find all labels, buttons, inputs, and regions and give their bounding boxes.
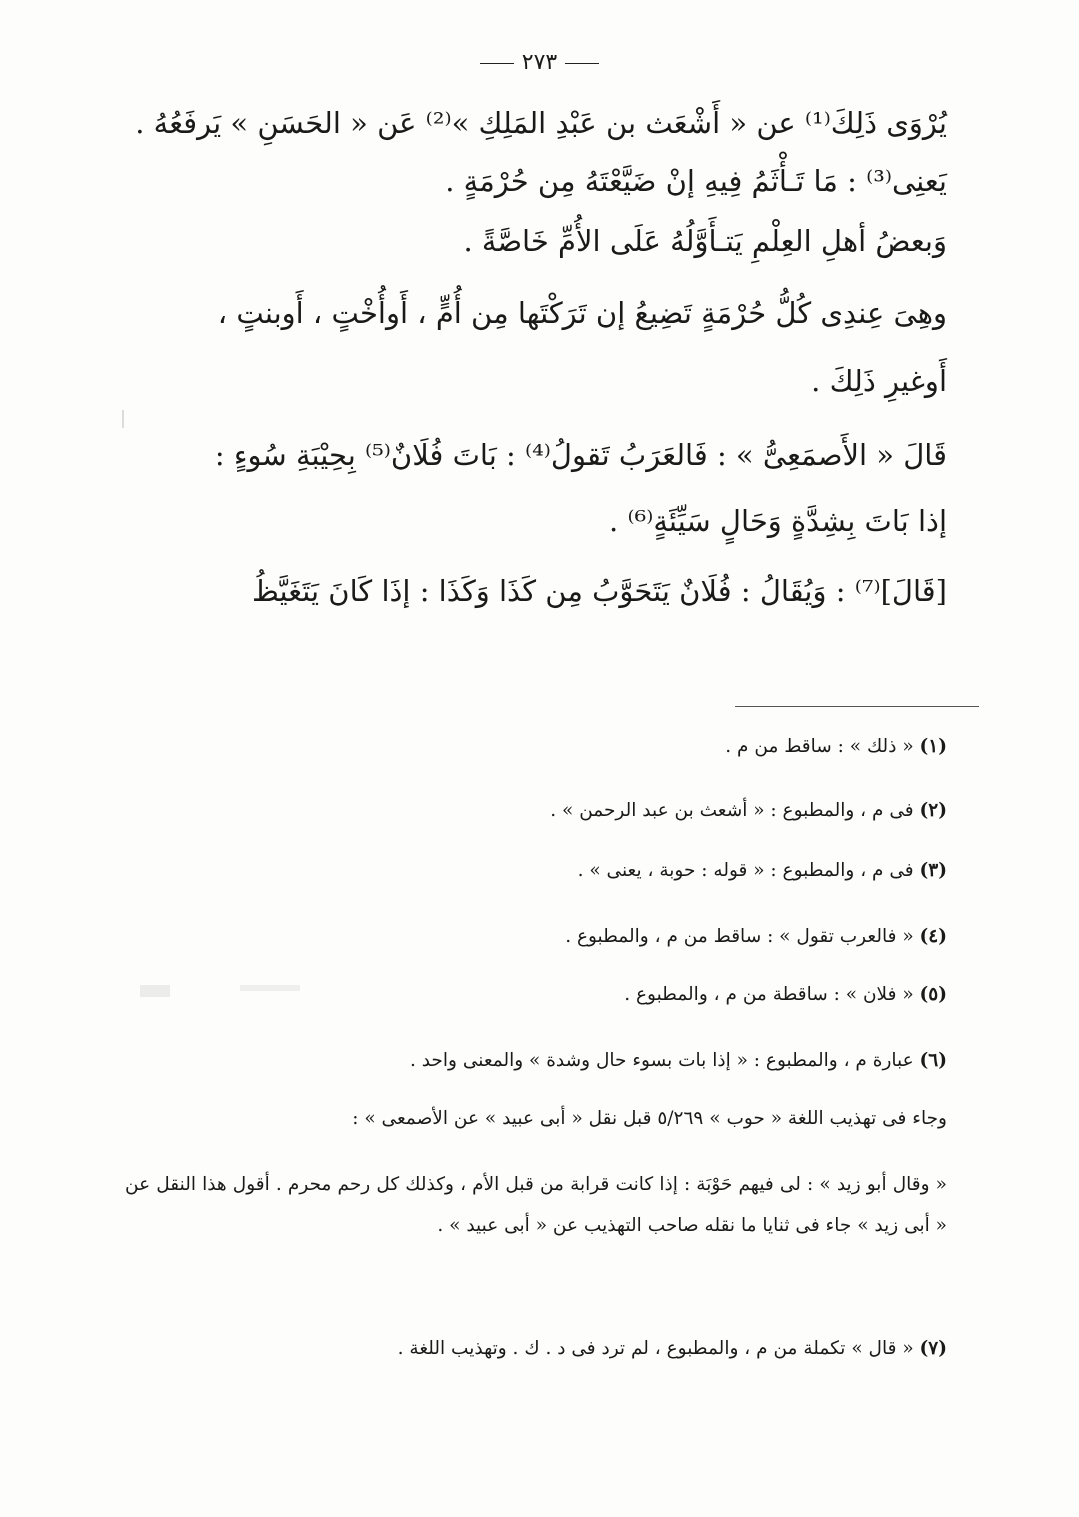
footnote-separator xyxy=(735,706,979,707)
page-number xyxy=(0,50,1079,75)
footnote-6 xyxy=(410,1050,947,1072)
page-number-dash-left xyxy=(565,63,599,64)
footnote-4 xyxy=(565,926,947,948)
footnote-2 xyxy=(550,800,947,822)
main-line-4: وهِىَ عِندِى كُلُّ حُرْمَةٍ تَضِيعُ إن تَرَكْتَها مِن أُمٍّ ، أَوأُخْتٍ ، أَوبنتٍ ، xyxy=(217,296,947,330)
footnote-number: (٤) xyxy=(919,926,947,947)
footnote-text: « ذلك » : ساقط من م . xyxy=(725,736,914,757)
main-line-1: يُرْوَى ذَلِكَ⁽¹⁾ عن « أَشْعَث بن عَبْدِ المَلِكِ »⁽²⁾ عَن « الحَسَنِ » يَرفَعُهُ . xyxy=(135,106,947,140)
footnote-1 xyxy=(725,736,947,758)
footnote-number: (١) xyxy=(919,736,947,757)
footnote-text: « قال » تكملة من م ، والمطبوع ، لم ترد فى د . ك . وتهذيب اللغة . xyxy=(397,1338,914,1359)
footnote-number: (٣) xyxy=(919,860,947,881)
footnote-6-continuation-1: وجاء فى تهذيب اللغة « حوب » ٥/٢٦٩ قبل نقل « أبى عبيد » عن الأصمعى » : xyxy=(352,1108,947,1129)
footnote-number: (٢) xyxy=(919,800,947,821)
footnote-6-continuation-2: « وقال أبو زيد » : لى فيهم حَوْبَة : إذا كانت قرابة من قبل الأم ، وكذلك كل رحم محرم . أقول هذا النقل عن « أبى زيد » جاء فى ثنايا ما نقله صاحب التهذيب عن « أبى عبيد » . xyxy=(125,1174,947,1236)
footnote-text: فى م ، والمطبوع : « قوله : حوبة ، يعنى » . xyxy=(577,860,914,881)
main-line-5: أَوغيرِ ذَلِكَ . xyxy=(811,364,947,398)
footnote-number: (٧) xyxy=(919,1338,947,1359)
page-number-dash-right xyxy=(480,63,514,64)
footnote-text: « فلان » : ساقطة من م ، والمطبوع . xyxy=(624,984,914,1005)
footnote-3 xyxy=(578,860,947,882)
main-line-6: قَالَ « الأَصمَعِىُّ » : فَالعَرَبُ تَقولُ⁽⁴⁾ : بَاتَ فُلَانٌ⁽⁵⁾ بِحِيْبَةِ سُوءٍ : xyxy=(214,438,947,472)
footnote-text: عبارة م ، والمطبوع : « إذا بات بسوء حال وشدة » والمعنى واحد . xyxy=(409,1050,914,1071)
footnote-text: فى م ، والمطبوع : « أشعث بن عبد الرحمن » . xyxy=(550,800,914,821)
main-line-8: [قَالَ]⁽⁷⁾ : وَيُقَالُ : فُلَانٌ يَتَحَوَّبُ مِن كَذَا وَكَذَا : إذَا كَانَ يَتَغَيَّظُ xyxy=(251,574,947,608)
scan-speck xyxy=(240,985,300,991)
footnote-number: (٥) xyxy=(919,984,947,1005)
main-line-2: يَعنِى⁽³⁾ : مَا تَـأْثَمُ فِيهِ إنْ ضَيَّعْتَهُ مِن حُرْمَةٍ . xyxy=(445,164,947,198)
scan-speck xyxy=(140,985,170,997)
scan-speck xyxy=(122,410,124,428)
main-line-7: إذا بَاتَ بِشِدَّةٍ وَحَالٍ سَيِّئَةٍ⁽⁶⁾ . xyxy=(609,504,947,538)
footnote-text: « فالعرب تقول » : ساقط من م ، والمطبوع . xyxy=(565,926,914,947)
footnote-7 xyxy=(398,1338,947,1360)
footnote-5 xyxy=(624,984,947,1006)
page-number-text: ٢٧٣ xyxy=(521,50,558,75)
footnote-number: (٦) xyxy=(919,1050,947,1071)
main-line-3: وَبعضُ أهلِ العِلْمِ يَتـأَوَّلُهُ عَلَى الأُمِّ خَاصَّةً . xyxy=(463,224,947,258)
